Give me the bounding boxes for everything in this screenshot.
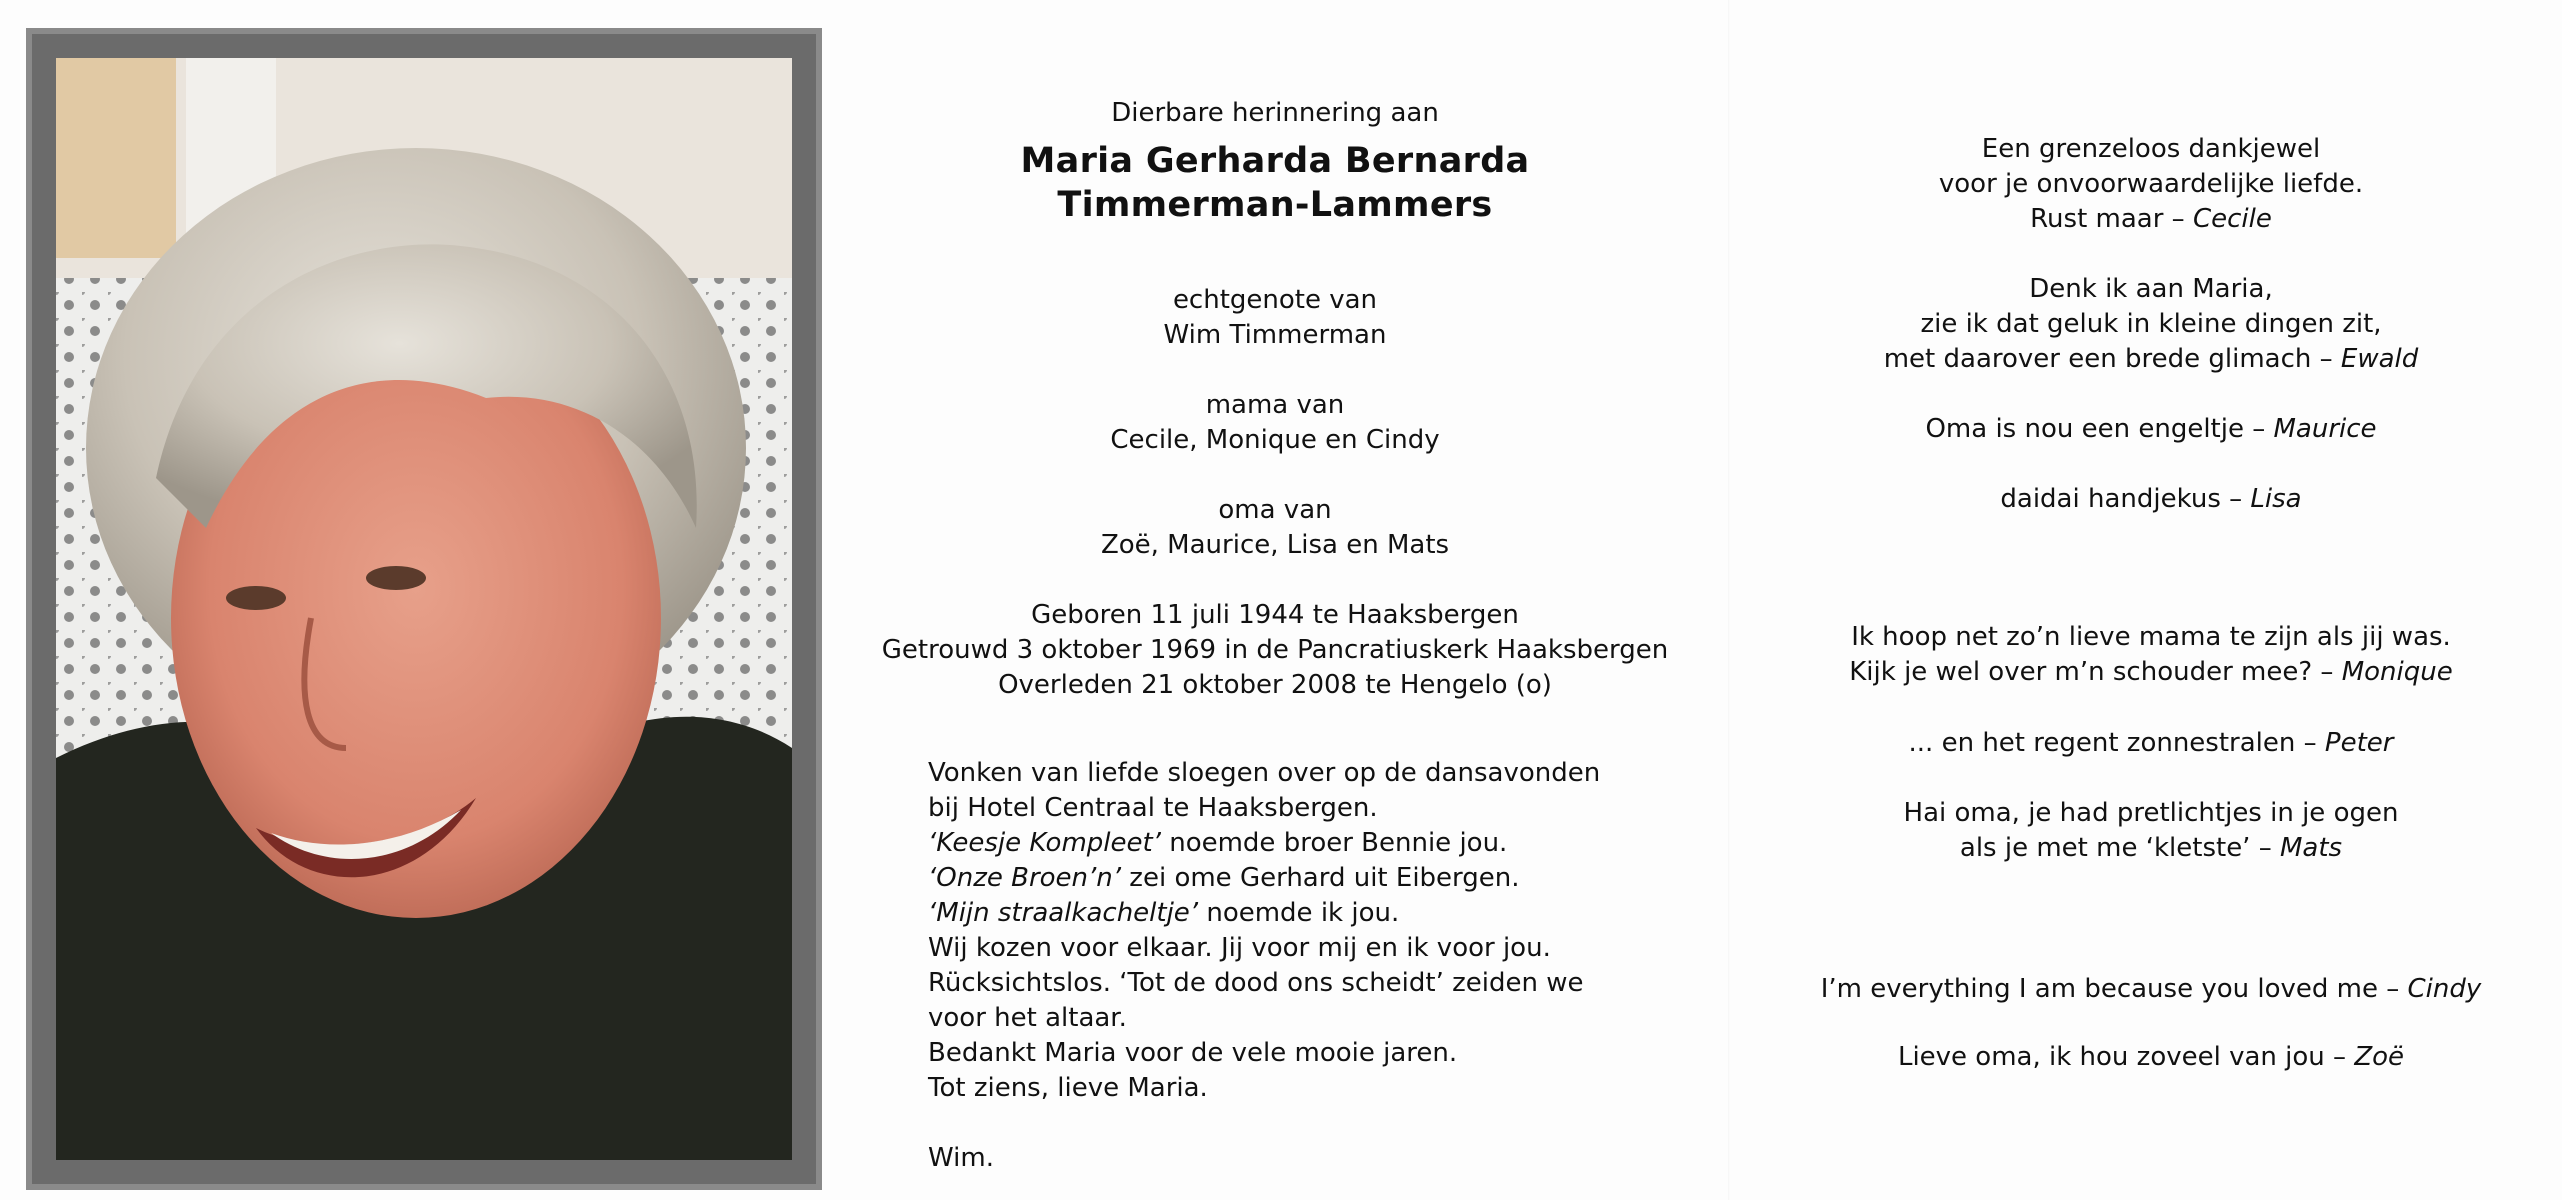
tribute-author: Lisa	[2250, 484, 2302, 514]
tribute-text: met daarover een brede glimach –	[1883, 344, 2341, 374]
tribute-author: Peter	[2324, 728, 2394, 758]
tribute-author: Ewald	[2340, 344, 2419, 374]
tribute-line: Denk ik aan Maria,	[2029, 274, 2273, 304]
tribute-line	[1740, 972, 2562, 1007]
marriage-date: Getrouwd 3 oktober 1969 in de Pancratiuskerk Haaksbergen	[881, 635, 1669, 665]
tribute-lisa	[1740, 482, 2562, 517]
poem-line	[928, 826, 1668, 861]
deceased-name-line2: Timmerman-Lammers	[1057, 185, 1493, 225]
obituary-panel	[860, 0, 1690, 1200]
tribute-line	[1740, 831, 2562, 866]
poem-text: zei ome Gerhard uit Eibergen.	[1121, 863, 1520, 893]
tribute-mats	[1740, 796, 2562, 866]
nickname: ‘Mijn straalkacheltje’	[928, 898, 1199, 928]
nickname: ‘Onze Broen’n’	[928, 863, 1122, 893]
poem-line: Vonken van liefde sloegen over op de dansavonden	[928, 758, 1601, 788]
tribute-cindy	[1740, 972, 2562, 1007]
tribute-line	[1740, 412, 2562, 447]
tribute-line: Hai oma, je had pretlichtjes in je ogen	[1903, 798, 2399, 828]
tribute-line	[1740, 1040, 2562, 1075]
portrait-photo	[56, 58, 792, 1160]
poem-line: Wij kozen voor elkaar. Jij voor mij en ik voor jou.	[928, 933, 1551, 963]
poem-line: Rücksichtslos. ‘Tot de dood ons scheidt’ zeiden we	[928, 968, 1584, 998]
tribute-text: Rust maar –	[2030, 204, 2193, 234]
tribute-author: Mats	[2279, 833, 2343, 863]
tribute-author: Cindy	[2407, 974, 2482, 1004]
tribute-line	[1740, 202, 2562, 237]
spouse-name: Wim Timmerman	[1163, 320, 1387, 350]
poem-text: noemde broer Bennie jou.	[1160, 828, 1508, 858]
tribute-text: Lieve oma, ik hou zoveel van jou –	[1897, 1042, 2355, 1072]
tribute-text: ... en het regent zonnestralen –	[1908, 728, 2325, 758]
tribute-author: Monique	[2341, 657, 2453, 687]
poem-line: Bedankt Maria voor de vele mooie jaren.	[928, 1038, 1458, 1068]
tribute-line: Ik hoop net zo’n lieve mama te zijn als jij was.	[1851, 622, 2451, 652]
tribute-line: zie ik dat geluk in kleine dingen zit,	[1920, 309, 2382, 339]
tribute-line	[1740, 342, 2562, 377]
tribute-ewald	[1740, 272, 2562, 377]
children-label: mama van	[1205, 390, 1345, 420]
tribute-line: voor je onvoorwaardelijke liefde.	[1938, 169, 2364, 199]
tribute-author: Maurice	[2273, 414, 2377, 444]
tribute-text: Kijk je wel over m’n schouder mee? –	[1849, 657, 2342, 687]
tribute-text: als je met me ‘kletste’ –	[1959, 833, 2280, 863]
tributes-panel	[1740, 0, 2562, 1200]
photo-frame	[26, 28, 822, 1190]
card-fold	[1728, 0, 1730, 1200]
grandchildren-names: Zoë, Maurice, Lisa en Mats	[1100, 530, 1450, 560]
poem-text: noemde ik jou.	[1198, 898, 1400, 928]
tribute-text: daidai handjekus –	[2000, 484, 2251, 514]
poem-line	[928, 861, 1668, 896]
signature: Wim.	[928, 1143, 994, 1173]
children-names: Cecile, Monique en Cindy	[1110, 425, 1440, 455]
spouse-label: echtgenote van	[1172, 285, 1378, 315]
tribute-zoe	[1740, 1040, 2562, 1075]
obituary-header	[860, 96, 1690, 703]
death-date: Overleden 21 oktober 2008 te Hengelo (o)	[998, 670, 1552, 700]
tribute-line	[1740, 726, 2562, 761]
poem-line	[928, 896, 1668, 931]
birth-date: Geboren 11 juli 1944 te Haaksbergen	[1031, 600, 1519, 630]
portrait-illustration	[56, 58, 792, 1160]
tribute-line	[1740, 655, 2562, 690]
nickname: ‘Keesje Kompleet’	[928, 828, 1161, 858]
memorial-poem	[928, 756, 1668, 1176]
tribute-author: Cecile	[2192, 204, 2272, 234]
tribute-line	[1740, 482, 2562, 517]
grandchildren-label: oma van	[1218, 495, 1332, 525]
tribute-text: I’m everything I am because you loved me –	[1820, 974, 2408, 1004]
poem-line: voor het altaar.	[928, 1003, 1127, 1033]
intro-text: Dierbare herinnering aan	[1111, 98, 1439, 128]
tribute-author: Zoë	[2354, 1042, 2405, 1072]
tribute-text: Oma is nou een engeltje –	[1925, 414, 2274, 444]
tribute-monique	[1740, 620, 2562, 690]
poem-line: Tot ziens, lieve Maria.	[928, 1073, 1208, 1103]
tribute-line: Een grenzeloos dankjewel	[1981, 134, 2321, 164]
poem-line: bij Hotel Centraal te Haaksbergen.	[928, 793, 1378, 823]
tribute-peter	[1740, 726, 2562, 761]
tribute-maurice	[1740, 412, 2562, 447]
deceased-name-line1: Maria Gerharda Bernarda	[1020, 141, 1530, 181]
tribute-cecile	[1740, 132, 2562, 237]
